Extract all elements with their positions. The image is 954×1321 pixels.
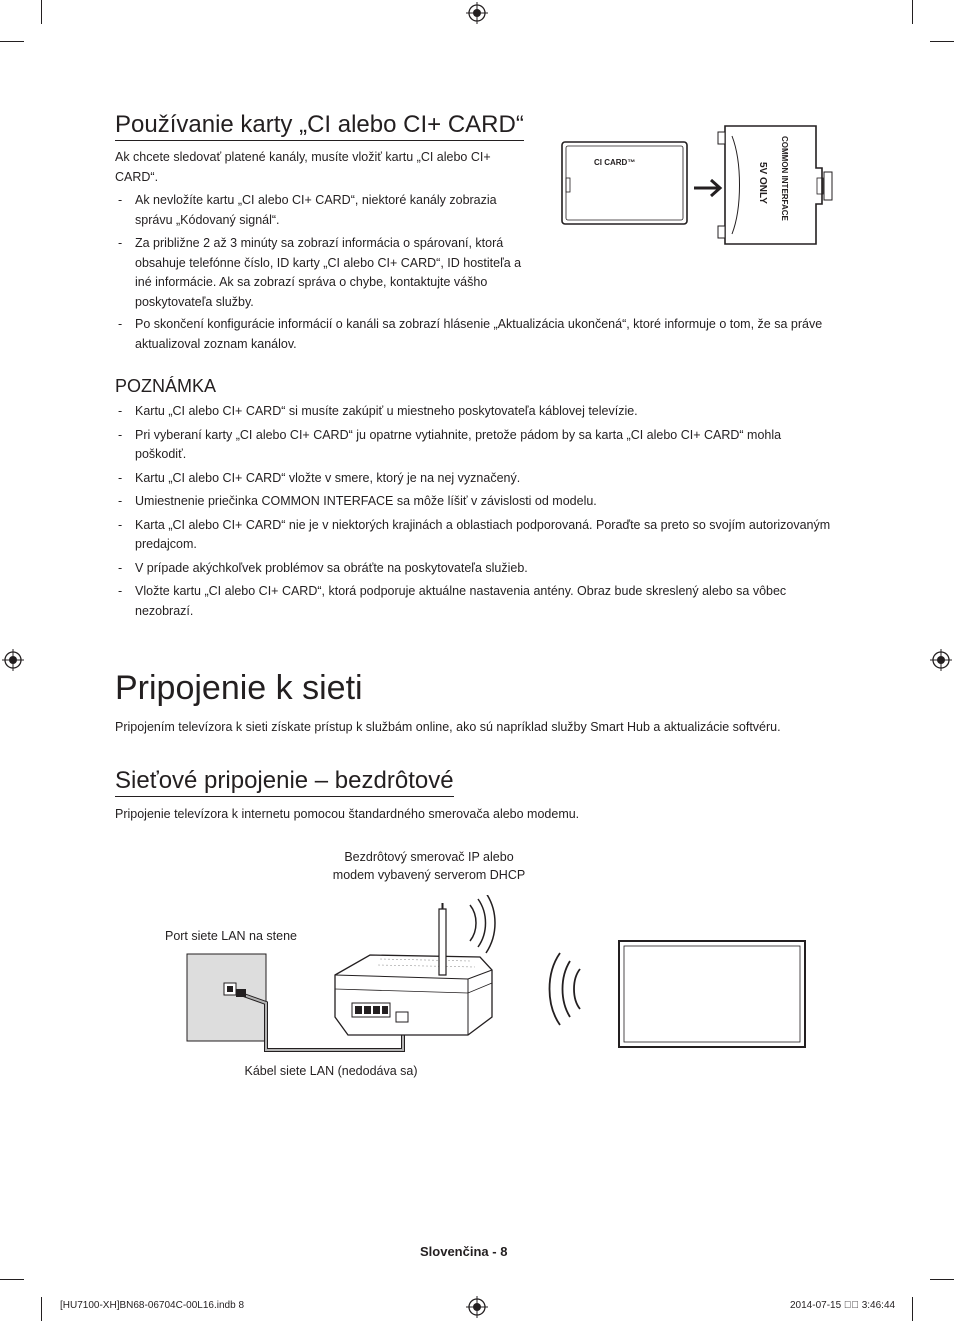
slot-label-common-interface: COMMON INTERFACE: [780, 136, 789, 221]
crop-mark: [41, 1297, 42, 1321]
ci-card-insertion-illustration: [560, 122, 840, 250]
ci-card-bullet-list-wide: [115, 315, 835, 358]
print-file-info: [HU7100-XH]BN68-06704C-00L16.indb 8: [60, 1300, 245, 1311]
wireless-router: [335, 903, 492, 1035]
list-item: - V prípade akýchkoľvek problémov sa obráťte na poskytovateľa služieb.: [115, 559, 835, 579]
list-item: - Ak nevložíte kartu „CI alebo CI+ CARD“, niektoré kanály zobrazia správu „Kódovaný signál“.: [115, 191, 535, 230]
ci-card-label: CI CARD™: [594, 158, 636, 167]
network-intro: Pripojením televízora k sieti získate prístup k službám online, ako sú napríklad služby Smart Hub a aktualizácie softvéru.: [115, 720, 781, 734]
crop-mark: [0, 41, 24, 42]
lan-cable-caption: Kábel siete LAN (nedodáva sa): [244, 1064, 418, 1078]
ci-card-bullet-list: [115, 191, 535, 316]
note-title: POZNÁMKA: [115, 376, 217, 396]
list-item: - Kartu „CI alebo CI+ CARD“ si musíte zakúpiť u miestneho poskytovateľa káblovej televízie.: [115, 402, 835, 422]
registration-mark-icon: [466, 2, 488, 24]
router-caption: [319, 848, 539, 884]
list-item: - Umiestnenie priečinka COMMON INTERFACE sa môže líšiť v závislosti od modelu.: [115, 492, 835, 512]
registration-mark-icon: [930, 649, 952, 671]
crop-mark: [41, 0, 42, 24]
wifi-signal-icon: [550, 953, 581, 1025]
list-item: - Kartu „CI alebo CI+ CARD“ vložte v smere, ktorý je na nej vyznačený.: [115, 469, 835, 489]
registration-mark-icon: [2, 649, 24, 671]
crop-mark: [912, 1297, 913, 1321]
list-item: - Za približne 2 až 3 minúty sa zobrazí informácia o spárovaní, ktorá obsahuje telefónne číslo, ID karty „CI alebo CI+ CARD“, ID hostiteľa a iné informácie. Ak sa zobrazí správa o chybe, kontaktujte vášho poskytovateľa služby.: [115, 234, 535, 312]
wall-port-caption: Port siete LAN na stene: [164, 929, 298, 943]
router-caption-line-2: modem vybavený serverom DHCP: [332, 868, 526, 882]
list-item: - Vložte kartu „CI alebo CI+ CARD“, ktorá podporuje aktuálne nastavenia antény. Obraz bude skreslený alebo sa vôbec nezobrazí.: [115, 582, 835, 621]
section-title-ci-card: Používanie karty „CI alebo CI+ CARD“: [115, 111, 524, 141]
list-item: - Pri vyberaní karty „CI alebo CI+ CARD“ ju opatrne vytiahnite, pretože pádom by sa karta „CI alebo CI+ CARD“ mohla poškodiť.: [115, 426, 835, 465]
list-item: - Karta „CI alebo CI+ CARD“ nie je v niektorých krajinách a oblastiach podporovaná. Poraďte sa preto so svojím autorizovaným predajcom.: [115, 516, 835, 555]
television: [619, 941, 805, 1047]
wireless-network-diagram: [180, 895, 810, 1057]
slot-label-5v-only: 5V ONLY: [757, 162, 768, 204]
wireless-intro: Pripojenie televízora k internetu pomocou štandardného smerovača alebo modemu.: [115, 807, 580, 821]
ci-card-body: [562, 142, 687, 224]
crop-mark: [912, 0, 913, 24]
note-bullet-list: [115, 402, 835, 625]
list-item: - Po skončení konfigurácie informácií o kanáli sa zobrazí hlásenie „Aktualizácia ukončená“, ktoré informuje o tom, že sa práve aktualizoval zoznam kanálov.: [115, 315, 835, 354]
router-antenna: [439, 909, 446, 975]
crop-mark: [930, 41, 954, 42]
wifi-signal-icon: [470, 895, 495, 953]
print-timestamp: 2014-07-15 ￿￿ 3:46:44: [790, 1300, 896, 1311]
page-number: Slovenčina - 8: [420, 1244, 508, 1259]
crop-mark: [930, 1279, 954, 1280]
section-title-wireless: Sieťové pripojenie – bezdrôtové: [115, 767, 454, 797]
page-title-network: Pripojenie k sieti: [115, 669, 363, 707]
router-caption-line-1: Bezdrôtový smerovač IP alebo: [344, 850, 514, 864]
registration-mark-icon: [466, 1296, 488, 1318]
ci-card-intro: Ak chcete sledovať platené kanály, musíte vložiť kartu „CI alebo CI+ CARD“.: [115, 150, 491, 184]
crop-mark: [0, 1279, 24, 1280]
